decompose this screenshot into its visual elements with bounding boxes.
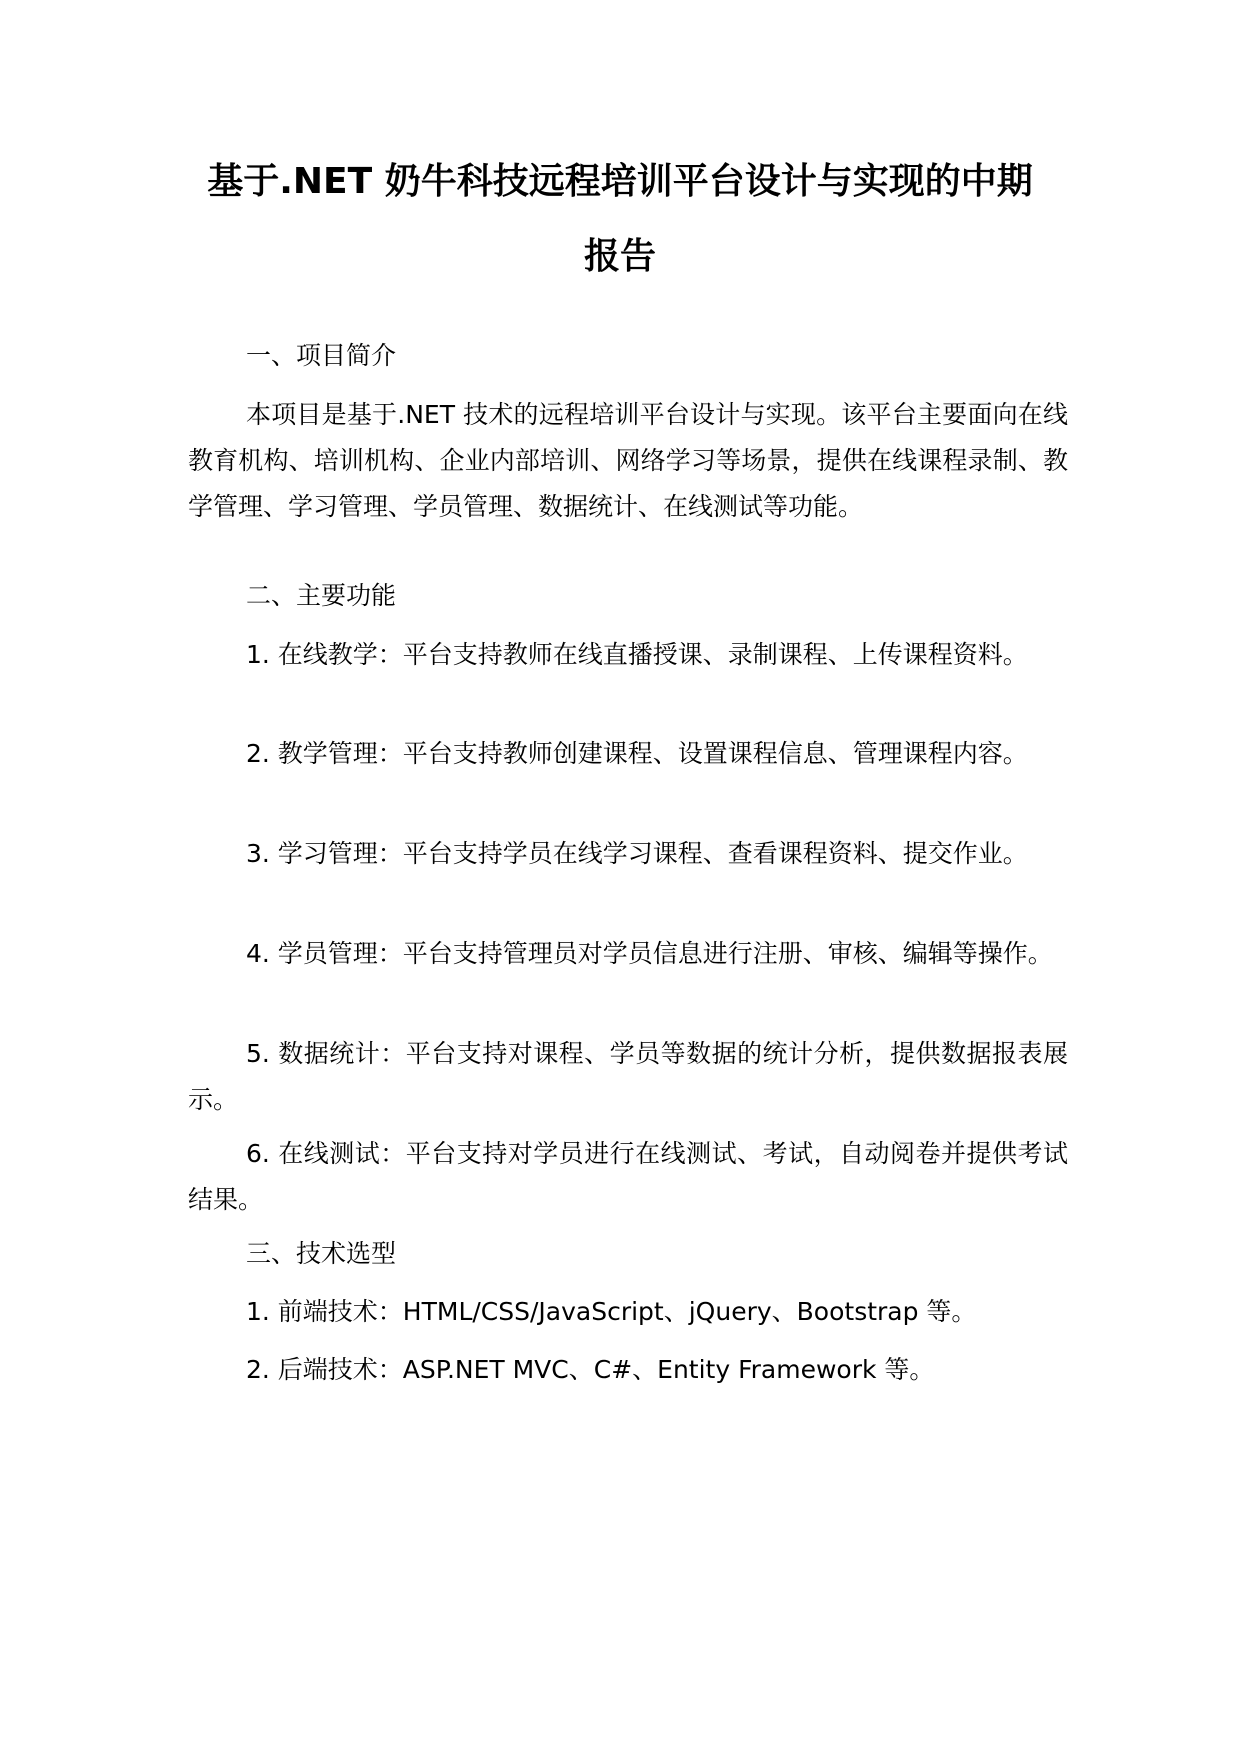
function-item-3: 3. 学习管理：平台支持学员在线学习课程、查看课程资料、提交作业。 [246, 839, 1028, 868]
tech-item-1: 1. 前端技术：HTML/CSS/JavaScript、jQuery、Bootstrap 等。 [246, 1297, 977, 1326]
section-heading-tech: 三、技术选型 [246, 1239, 397, 1268]
function-item-1: 1. 在线教学：平台支持教师在线直播授课、录制课程、上传课程资料。 [246, 640, 1028, 669]
function-item-5: 5. 数据统计：平台支持对课程、学员等数据的统计分析，提供数据报表展示。 [188, 1039, 1068, 1114]
document-title-line-1: 基于.NET 奶牛科技远程培训平台设计与实现的中期 [207, 161, 1033, 202]
intro-paragraph: 本项目是基于.NET 技术的远程培训平台设计与实现。该平台主要面向在线教育机构、培训机构、企业内部培训、网络学习等场景，提供在线课程录制、教学管理、学习管理、学员管理、数据统计、在线测试等功能。 [188, 400, 1068, 521]
document-title-line-2: 报告 [583, 236, 656, 277]
function-item-6: 6. 在线测试：平台支持对学员进行在线测试、考试，自动阅卷并提供考试结果。 [188, 1139, 1068, 1214]
function-item-2: 2. 教学管理：平台支持教师创建课程、设置课程信息、管理课程内容。 [246, 739, 1028, 768]
function-item-4: 4. 学员管理：平台支持管理员对学员信息进行注册、审核、编辑等操作。 [246, 939, 1053, 968]
section-heading-functions: 二、主要功能 [246, 581, 397, 610]
section-heading-intro: 一、项目简介 [246, 341, 397, 370]
tech-item-2: 2. 后端技术：ASP.NET MVC、C#、Entity Framework 等。 [246, 1355, 935, 1384]
